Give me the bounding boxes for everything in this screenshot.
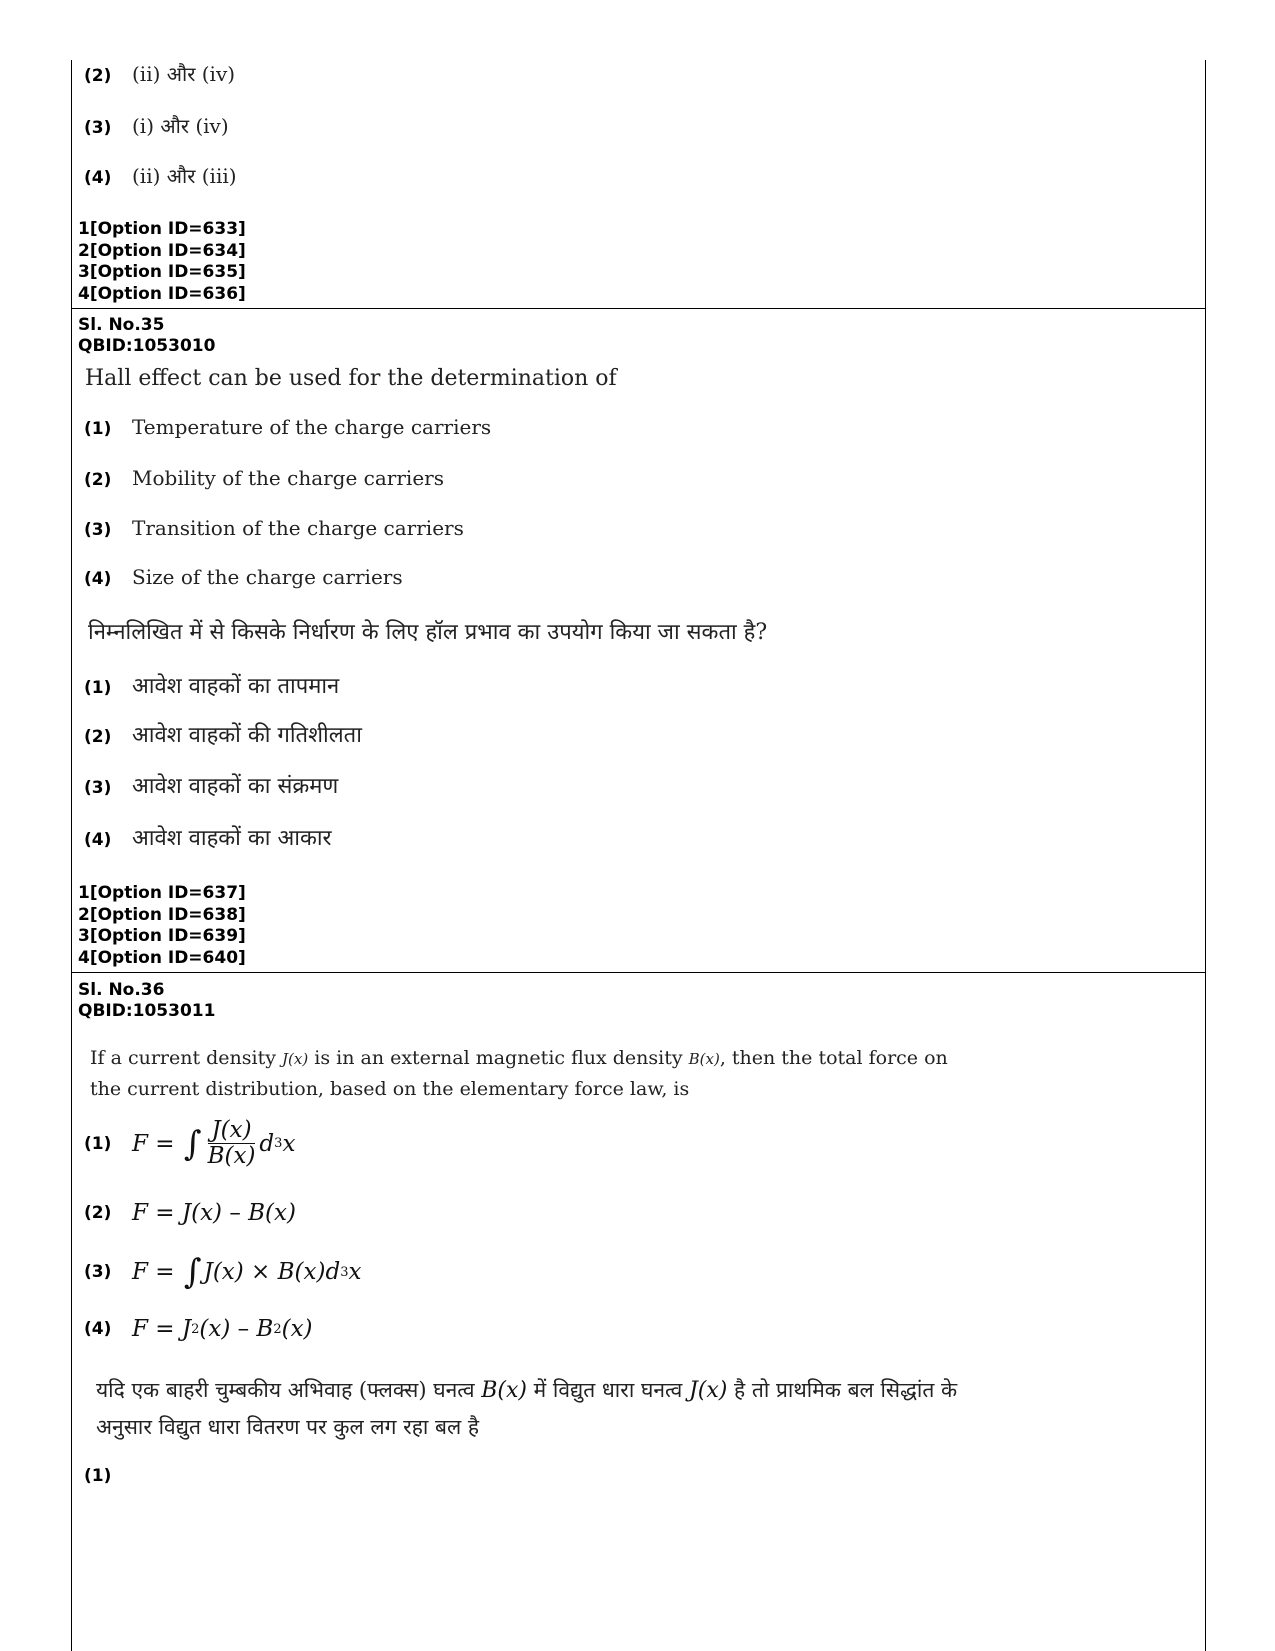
- question-text-part: यदि एक बाहरी चुम्बकीय अभिवाह (फ्लक्स) घनत्व: [96, 1378, 475, 1402]
- option-number: (3): [84, 1262, 112, 1282]
- option-text: Size of the charge carriers: [132, 565, 403, 589]
- question-text-en: Hall effect can be used for the determination of: [85, 366, 617, 391]
- option-id: 3[Option ID=635]: [78, 262, 246, 282]
- option-id-list: [78, 219, 246, 305]
- option-id: 1[Option ID=633]: [78, 219, 246, 239]
- inline-math: B(x): [688, 1050, 720, 1068]
- option-text: (ii) और (iv): [132, 62, 236, 86]
- option-row: [84, 516, 464, 540]
- option-number: (3): [84, 778, 112, 798]
- option-row: [84, 112, 229, 139]
- option-row: [84, 415, 491, 439]
- question-text-part: is in an external magnetic flux density: [314, 1047, 683, 1069]
- option-text: Temperature of the charge carriers: [132, 415, 492, 439]
- formula: F = ∫ J(x) × B(x)d 3 x: [132, 1252, 362, 1292]
- option-row: [84, 770, 338, 800]
- option-row: [84, 466, 444, 490]
- inline-math: B(x): [481, 1378, 527, 1403]
- option-number: (4): [84, 830, 112, 850]
- formula: F = ∫ $\frac{J(x)}{B(x)}$ d 3 x: [132, 1117, 296, 1170]
- option-number: (1): [84, 1133, 112, 1154]
- option-text: आवेश वाहकों का आकार: [132, 826, 332, 851]
- option-number: (2): [84, 727, 112, 747]
- option-row: [84, 1316, 313, 1342]
- option-row: [84, 1252, 361, 1292]
- question-text-part: , then the total force on: [719, 1047, 948, 1069]
- option-row: [84, 719, 362, 749]
- qbid: QBID:1053011: [78, 1001, 216, 1021]
- option-text: आवेश वाहकों की गतिशीलता: [132, 723, 362, 748]
- question-text-part: If a current density: [90, 1047, 276, 1069]
- question-text-hi: निम्नलिखित में से किसके निर्धारण के लिए हॉल प्रभाव का उपयोग किया जा सकता है?: [88, 620, 768, 645]
- serial-number: Sl. No.36: [78, 980, 165, 1000]
- option-number: (4): [84, 569, 112, 589]
- question-text-part: the current distribution, based on the elementary force law, is: [90, 1078, 690, 1100]
- option-id: 4[Option ID=636]: [78, 283, 246, 304]
- question-text-part: में विद्युत धारा घनत्व: [533, 1378, 683, 1402]
- row-divider: [72, 308, 1205, 309]
- option-text: (ii) और (iii): [132, 164, 237, 188]
- option-number: (1): [84, 1466, 112, 1486]
- option-row: [84, 822, 332, 852]
- question-frame: [71, 60, 1206, 1651]
- row-divider: [72, 972, 1205, 973]
- option-text: Transition of the charge carriers: [132, 516, 464, 540]
- option-number: (3): [84, 520, 112, 540]
- option-row: [84, 1200, 296, 1226]
- formula: F = J(x) – B(x): [132, 1200, 296, 1226]
- option-text: आवेश वाहकों का संक्रमण: [132, 774, 339, 799]
- option-id: 1[Option ID=637]: [78, 883, 246, 903]
- question-text-en: [90, 1043, 1110, 1104]
- option-row: [84, 565, 403, 589]
- serial-number: Sl. No.35: [78, 315, 165, 335]
- option-number: (2): [84, 1203, 112, 1223]
- option-text: (i) और (iv): [132, 114, 229, 138]
- fraction: $\frac{J(x)}{B(x)}$: [207, 1117, 256, 1170]
- option-number: (3): [84, 118, 112, 138]
- option-text: आवेश वाहकों का तापमान: [132, 674, 340, 699]
- question-text-part: अनुसार विद्युत धारा वितरण पर कुल लग रहा बल है: [96, 1415, 480, 1439]
- option-row: [84, 162, 237, 189]
- option-id-list: [78, 883, 246, 969]
- option-id: 3[Option ID=639]: [78, 926, 246, 946]
- option-row: [84, 1118, 295, 1170]
- option-number: (1): [84, 419, 112, 439]
- option-row: [84, 1466, 132, 1486]
- formula: F = J 2 (x) – B 2 (x): [132, 1316, 313, 1342]
- option-row: [84, 670, 339, 700]
- question-text-part: है तो प्राथमिक बल सिद्धांत के: [734, 1378, 958, 1402]
- option-id: 2[Option ID=638]: [78, 904, 246, 925]
- option-number: (4): [84, 1319, 112, 1339]
- option-id: 2[Option ID=634]: [78, 240, 246, 261]
- question-text-hi: [96, 1372, 1116, 1445]
- option-number: (2): [84, 470, 112, 490]
- qbid: QBID:1053010: [78, 336, 216, 356]
- inline-math: J(x): [688, 1378, 728, 1403]
- option-number: (4): [84, 168, 112, 188]
- option-text: Mobility of the charge carriers: [132, 466, 444, 490]
- option-number: (1): [84, 678, 112, 698]
- option-id: 4[Option ID=640]: [78, 947, 246, 968]
- option-number: (2): [84, 66, 112, 86]
- inline-math: J(x): [282, 1050, 309, 1068]
- option-row: [84, 60, 235, 87]
